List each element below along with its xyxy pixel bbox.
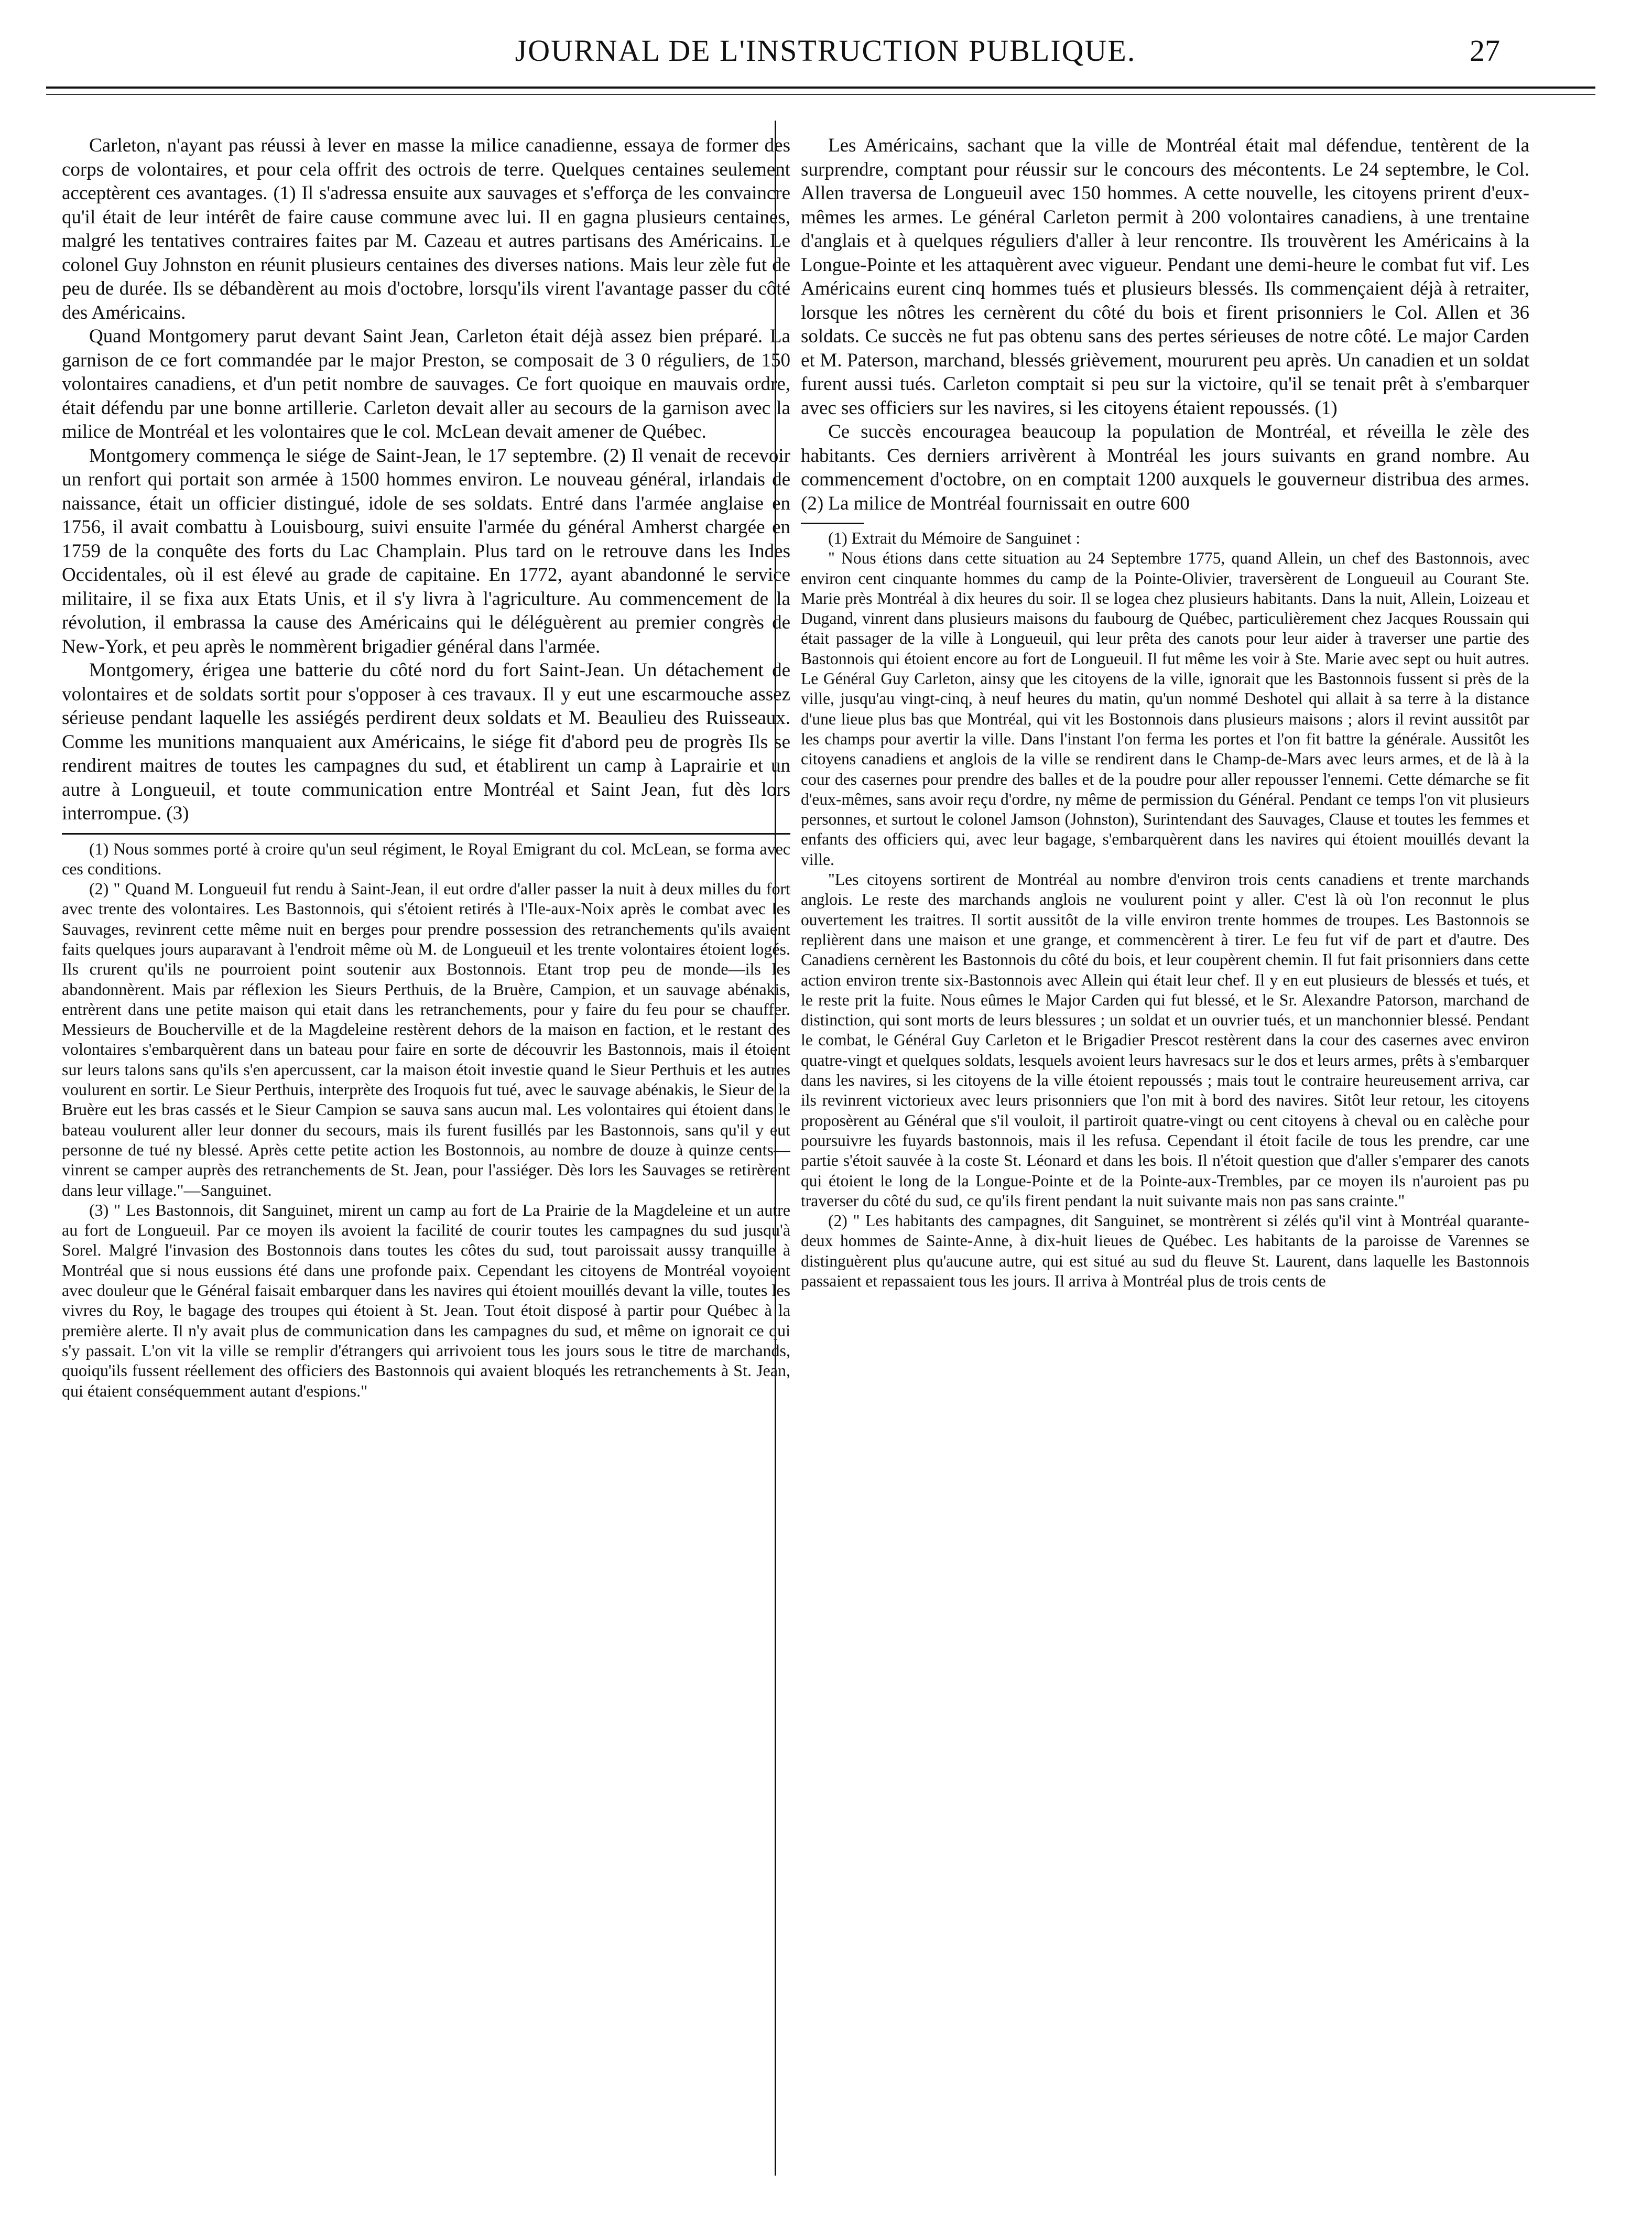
footnote: (3) " Les Bastonnois, dit Sanguinet, mirent un camp au fort de La Prairie de la Magdeleine et un autre au fort de Longueuil. Par ce moyen ils avoient la facilité de courir toutes les campagnes du sud jusqu'à Sorel. Malgré l'invasion des Bostonnois dans toutes les côtes du sud, tout paroissait aussy tranquille à Montréal que si nous eussions été dans une profonde paix. Cependant les citoyens de Montréal voyoient avec douleur que le Général faisait embarquer dans les navires qui étoient mouillés devant la ville, toutes les vivres du Roy, le bagage des troupes qui étoient à St. Jean. Tout étoit disposé à partir pour Québec à la première alerte. Il n'y avait plus de communication dans les campagnes du sud, et même on ignorait ce qui s'y passait. L'on vit la ville se remplir d'étrangers qui arrivoient tous les jours sous le titre de marchands, quoiqu'ils fussent réellement des officiers des Bastonnois qui avaient bloqués les retranchements à St. Jean, qui étaient conséquemment autant d'espions." — [62, 1200, 790, 1400]
footnote: (1) Nous sommes porté à croire qu'un seul régiment, le Royal Emigrant du col. McLean, se forma avec ces conditions. — [62, 839, 790, 878]
left-body-text — [62, 134, 790, 826]
right-column — [801, 134, 1529, 2168]
paragraph: Ce succès encouragea beaucoup la population de Montréal, et réveilla le zèle des habitants. Ces derniers arrivèrent à Montréal les jours suivants en grand nombre. Au commencement d'octobre, on en comptait 1200 auxquels le gouverneur distribua des armes. (2) La milice de Montréal fournissait en outre 600 — [801, 421, 1529, 514]
paragraph: Les Américains, sachant que la ville de Montréal était mal défendue, tentèrent de la surprendre, comptant pour réussir sur le concours des mécontents. Le 24 septembre, le Col. Allen traversa de Longueuil avec 150 hommes. A cette nouvelle, les citoyens prirent d'eux-mêmes les armes. Le général Carleton permit à 200 volontaires canadiens, à une trentaine d'anglais et à quelques réguliers d'aller à leur rencontre. Ils trouvèrent les Américains à la Longue-Pointe et les attaquèrent avec vigueur. Pendant une demi-heure le combat fut vif. Les Américains eurent cinq hommes tués et plusieurs blessés. Ils commençaient déjà à retraiter, lorsque les nôtres les cernèrent du côté du bois et firent prisonniers le Col. Allen et 36 soldats. Ce succès ne fut pas obtenu sans des pertes sérieuses de notre côté. Le major Carden et M. Paterson, marchand, blessés grièvement, moururent peu après. Un canadien et un soldat furent aussi tués. Carleton comptait si peu sur la victoire, qu'il se tenait prêt à s'embarquer avec ses officiers sur les navires, si les citoyens étaient repoussés. (1) — [801, 135, 1529, 419]
paragraph: Montgomery commença le siége de Saint-Jean, le 17 septembre. (2) Il venait de recevoir un renfort qui portait son armée à 1500 hommes environ. Le nouveau général, irlandais de naissance, était un officier distingué, idole de ses soldats. Entré dans l'armée anglaise en 1756, il avait combattu à Louisbourg, suivi ensuite l'armée du général Amherst chargée en 1759 de la conquête des forts du Lac Champlain. Plus tard on le retrouve dans les Indes Occidentales, où il est élevé au grade de capitaine. En 1772, ayant abandonné le service militaire, il se fixa aux Etats Unis, et il s'y livra à l'agriculture. Au commencement de la révolution, il embrassa la cause des Américains qui le déléguèrent au premier congrès de New-York, et peu après le nommèrent brigadier général dans l'armée. — [62, 445, 790, 657]
header-rule-thin — [46, 94, 1595, 95]
paragraph: Carleton, n'ayant pas réussi à lever en masse la milice canadienne, essaya de former des corps de volontaires, et pour cela offrit des octrois de terre. Quelques centaines seulement acceptèrent ces avantages. (1) Il s'adressa ensuite aux sauvages et s'efforça de les convaincre qu'il était de leur intérêt de faire cause commune avec lui. Il en gagna plusieurs centaines, malgré les tentatives contraires faites par M. Cazeau et autres partisans des Américains. Le colonel Guy Johnston en réunit plusieurs centaines des diverses nations. Mais leur zèle fut de peu de durée. Ils se débandèrent au mois d'octobre, lorsqu'ils virent l'avantage passer du côté des Américains. — [62, 135, 790, 323]
paragraph: Montgomery, érigea une batterie du côté nord du fort Saint-Jean. Un détachement de volontaires et de soldats sortit pour s'opposer à ces travaux. Il y eut une escarmouche assez sérieuse pendant laquelle les assiégés perdirent deux soldats et M. Beaulieu des Ruisseaux. Comme les munitions manquaient aux Américains, le siége fit d'abord peu de progrès Ils se rendirent maitres de toutes les campagnes du sud, et établirent un camp à Laprairie et un autre à Longueuil, et toute communication entre Montréal et Saint Jean, fut dès lors interrompue. (3) — [62, 659, 790, 824]
left-footnotes — [62, 839, 790, 1401]
footnote: "Les citoyens sortirent de Montréal au nombre d'environ trois cents canadiens et trente marchands anglois. Le reste des marchands anglois ne voulurent point y aller. C'est là où l'on reconnut le plus ouvertement les traitres. Il sortit aussitôt de la ville environ trente hommes de troupes. Les Bastonnois se replièrent dans une maison et une grange, et commencèrent à tirer. Le feu fut vif de part et d'autre. Des Canadiens cernèrent les Bastonnois du côté du bois, et leur coupèrent chemin. Il fut fait prisonniers dans cette action environ trente six-Bastonnois avec Allein qui était leur chef. Il y en eut plusieurs de blessés et tués, et le reste prit la fuite. Nous eûmes le Major Carden qui fut blessé, et le Sr. Alexandre Patorson, marchand de distinction, qui sont morts de leurs blessures ; un soldat et un ouvrier tués, et un manchonnier blessé. Pendant le combat, le Général Guy Carleton et le Brigadier Prescot restèrent dans la cour des casernes avec environ quatre-vingt et quelques soldats, lesquels avoient leurs havresacs sur le dos et leurs armes, prêts à s'embarquer dans les navires, si les citoyens de la ville étoient repoussés ; mais tout le contraire heureusement arriva, car ils revinrent victorieux avec leurs prisonniers que l'on mit à bord des navires. Sitôt leur retour, les citoyens proposèrent au Général que s'il vouloit, il partiroit quatre-vingt ou cent citoyens à cheval ou en calèche pour poursuivre les fuyards bastonnois, mais il les refusa. Cependant il étoit facile de tous les prendre, car une partie s'étoit sauvée à la coste St. Léonard et dans les bois. Il n'étoit question que d'aller s'emparer des canots qui étoient le long de la Longue-Pointe et de la Pointe-aux-Trembles, par ce moyen ils n'auroient pas pu traverser du côté du sud, ce qu'ils firent pendant la nuit suivante mais non pas sans crainte." — [801, 870, 1529, 1210]
running-title: JOURNAL DE L'INSTRUCTION PUBLIQUE. — [515, 34, 1136, 68]
right-footnotes — [801, 528, 1529, 1291]
footnote: (2) " Les habitants des campagnes, dit Sanguinet, se montrèrent si zélés qu'il vint à Montréal quarante-deux hommes de Sainte-Anne, à dix-huit lieues de Québec. Les habitants de la paroisse de Varennes se distinguèrent plus qu'aucune autre, qui est situé au sud du fleuve St. Laurent, dans laquelle les Bastonnois passaient et repassaient tous les jours. Il arriva à Montréal plus de trois cents de — [801, 1212, 1529, 1290]
page-number: 27 — [1470, 34, 1500, 68]
right-body-text — [801, 134, 1529, 515]
footnote-rule — [801, 523, 864, 524]
footnote: " Nous étions dans cette situation au 24 Septembre 1775, quand Allein, un chef des Bastonnois, avec environ cent cinquante hommes du camp de la Pointe-Olivier, traversèrent de Longueuil au Courant Ste. Marie près Montréal à dix heures du soir. Il se logea chez plusieurs habitants. Dans la nuit, Allein, Loizeau et Dugand, vinrent dans plusieurs maisons du faubourg de Québec, particulièrement chez Jacques Roussain qui était passager de la ville à Longueuil, qui leur prêta des canots pour leur aider à traverser une partie des Bastonnois qui étoient encore au fort de Longueuil. Il fut même les voir à Ste. Marie avec sept ou huit autres. Le Général Guy Carleton, ainsy que les citoyens de la ville, ignorait que les Bastonnois fussent si près de la ville, jusqu'au vingt-cinq, à neuf heures du matin, qu'un nommé Deshotel qui allait à sa terre à la distance d'une lieue plus bas que Montréal, qui vit les Bostonnois dans plusieurs maisons ; alors il revint aussitôt par les champs pour avertir la ville. Dans l'instant l'on ferma les portes et l'on fit battre la générale. Aussitôt les citoyens canadiens et anglois de la ville se rendirent dans le Champ-de-Mars avec leurs armes, et de là à la cour des casernes pour prendre des balles et de la poudre pour aller repousser l'ennemi. Cette démarche se fit d'eux-mêmes, sans avoir reçu d'ordre, ny même de permission du Général. Pendant ce temps l'on vit plusieurs personnes, et surtout le colonel Jamson (Johnston), Surintendant des Sauvages, Clause et toutes les femmes et enfants des officiers qui, avec leur bagage, s'embarquèrent dans les navires qui étoient mouillés devant la ville. — [801, 549, 1529, 869]
left-column — [62, 134, 790, 2168]
footnote: (1) Extrait du Mémoire de Sanguinet : — [828, 529, 1081, 547]
footnote-rule — [62, 833, 790, 835]
header-rule — [46, 86, 1595, 89]
footnote: (2) " Quand M. Longueuil fut rendu à Saint-Jean, il eut ordre d'aller passer la nuit à deux milles du fort avec trente des volontaires. Les Bastonnois, qui s'étoient retirés à l'Ile-aux-Noix après le combat avec les Sauvages, revinrent cette même nuit en berges pour prendre possession des retranchements qu'ils avaient faits quelques jours auparavant à l'endroit même où M. de Longueuil et les trente volontaires étoient logés. Ils crurent qu'ils ne pourroient point soutenir aux Bostonnois. Etant trop peu de monde—ils les abandonnèrent. Mais par réflexion les Sieurs Perthuis, de la Bruère, Campion, et un sauvage abénakis, entrèrent dans une petite maison qui etait dans les retranchements, pour y faire du feu pour se chauffer. Messieurs de Boucherville et de la Magdeleine restèrent dehors de la maison en faction, et le restant des volontaires s'embarquèrent dans un bateau pour faire en sorte de découvrir les Bastonnois, mais il étoient sur leurs talons sans qu'ils s'en apercussent, car la maison étoit investie quand le Sieur Perthuis et les autres voulurent en sortir. Le Sieur Perthuis, interprète des Iroquois fut tué, avec le sauvage abénakis, le Sieur de la Bruère eut les bras cassés et le Sieur Campion se sauva sans aucun mal. Les volontaires qui étoient dans le bateau voulurent aller leur donner du secours, mais ils furent fusillés par les Bastonnois, sans qu'il y eut personne de tué ny blessé. Après cette petite action les Bostonnois, au nombre de douze à quinze cents—vinrent se camper auprès des retranchements de St. Jean, pour l'assiéger. Dès lors les Sauvages se retirèrent dans leur village."—Sanguinet. — [62, 879, 790, 1199]
paragraph: Quand Montgomery parut devant Saint Jean, Carleton était déjà assez bien préparé. La garnison de ce fort commandée par le major Preston, se composait de 3 0 réguliers, de 150 volontaires canadiens, et d'un petit nombre de sauvages. Ce fort quoique en mauvais ordre, était défendu par une bonne artillerie. Carleton devait aller au secours de la garnison avec la milice de Montréal et les volontaires que le col. McLean devait amener de Québec. — [62, 326, 790, 442]
